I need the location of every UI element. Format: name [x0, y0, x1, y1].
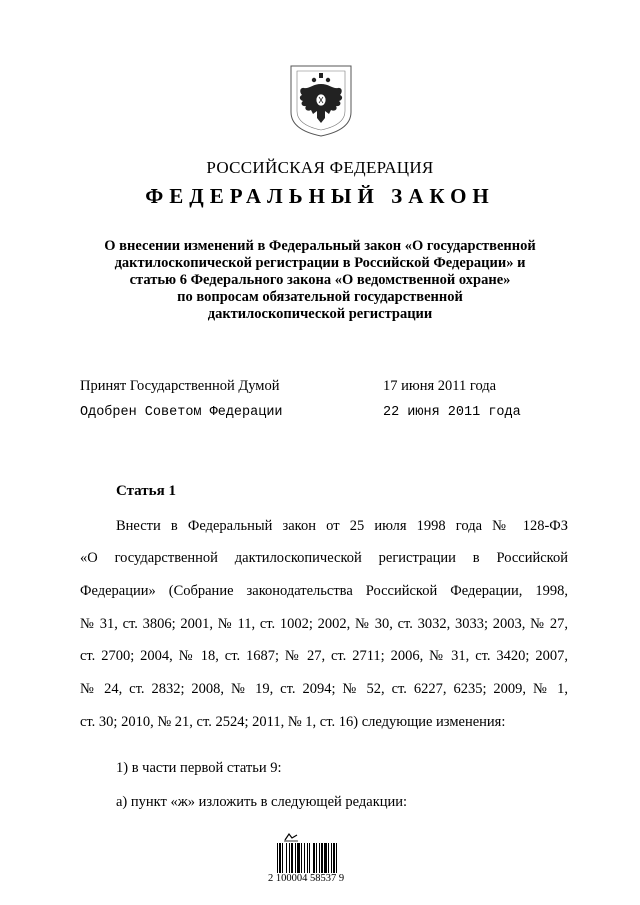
barcode-bar [295, 843, 296, 873]
law-title [60, 238, 580, 323]
barcode-bar [324, 843, 327, 873]
barcode-bar [282, 843, 283, 873]
article-text-line: Внести в Федеральный закон от 25 июля 1998 года № 128-ФЗ [116, 518, 568, 534]
approved-by-council-date: 22 июня 2011 года [383, 405, 521, 420]
barcode-bar [319, 843, 320, 873]
barcode-bar [304, 843, 305, 873]
law-title-line: статью 6 Федерального закона «О ведомственной охране» [129, 272, 511, 288]
printer-mark-icon [283, 832, 299, 842]
article-text-line: ст. 2700; 2004, № 18, ст. 1687; № 27, ст. 2711; 2006, № 31, ст. 3420; 2007, [80, 648, 568, 664]
article-text-line: № 24, ст. 2832; 2008, № 19, ст. 2094; № 52, ст. 6227, 6235; 2009, № 1, [80, 681, 568, 697]
article-item-1: 1) в части первой статьи 9: [116, 760, 282, 776]
barcode-bar [333, 843, 335, 873]
barcode-bar [313, 843, 315, 873]
adopted-by-duma-date: 17 июня 2011 года [383, 378, 497, 394]
coat-of-arms-emblem-icon [287, 62, 355, 138]
barcode-bar [321, 843, 323, 873]
barcode-bar [336, 843, 337, 873]
law-title-line: по вопросам обязательной государственной [177, 289, 463, 305]
barcode-bar [316, 843, 317, 873]
barcode-bar [331, 843, 332, 873]
barcode-bar [309, 843, 310, 873]
law-title-line: дактилоскопической регистрации в Российской Федерации» и [114, 255, 526, 271]
barcode-number: 2 100004 58537 9 [268, 873, 345, 884]
barcode [277, 843, 361, 873]
adopted-by-duma-label: Принят Государственной Думой [80, 378, 280, 394]
article-heading: Статья 1 [116, 483, 176, 499]
article-text-line: № 31, ст. 3806; 2001, № 11, ст. 1002; 2002, № 30, ст. 3032, 3033; 2003, № 27, [80, 616, 568, 632]
barcode-bar [286, 843, 287, 873]
country-name: РОССИЙСКАЯ ФЕДЕРАЦИЯ [206, 158, 434, 177]
article-text-line: ст. 30; 2010, № 21, ст. 2524; 2011, № 1, ст. 16) следующие изменения: [80, 714, 506, 730]
document-type-title: ФЕДЕРАЛЬНЫЙ ЗАКОН [145, 184, 495, 208]
barcode-bar [279, 843, 281, 873]
barcode-bar [277, 843, 278, 873]
barcode-bar [328, 843, 329, 873]
barcode-bar [289, 843, 290, 873]
barcode-bar [291, 843, 293, 873]
barcode-bar [301, 843, 302, 873]
article-text-line: «О государственной дактилоскопической регистрации в Российской [80, 550, 568, 566]
article-item-a: а) пункт «ж» изложить в следующей редакции: [116, 794, 408, 810]
barcode-bar [297, 843, 300, 873]
law-title-line: О внесении изменений в Федеральный закон «О государственной [104, 238, 536, 254]
law-title-line: дактилоскопической регистрации [207, 306, 433, 322]
approved-by-council-label: Одобрен Советом Федерации [80, 405, 283, 420]
barcode-bar [307, 843, 308, 873]
article-text-line: Федерации» (Собрание законодательства Российской Федерации, 1998, [80, 583, 568, 599]
